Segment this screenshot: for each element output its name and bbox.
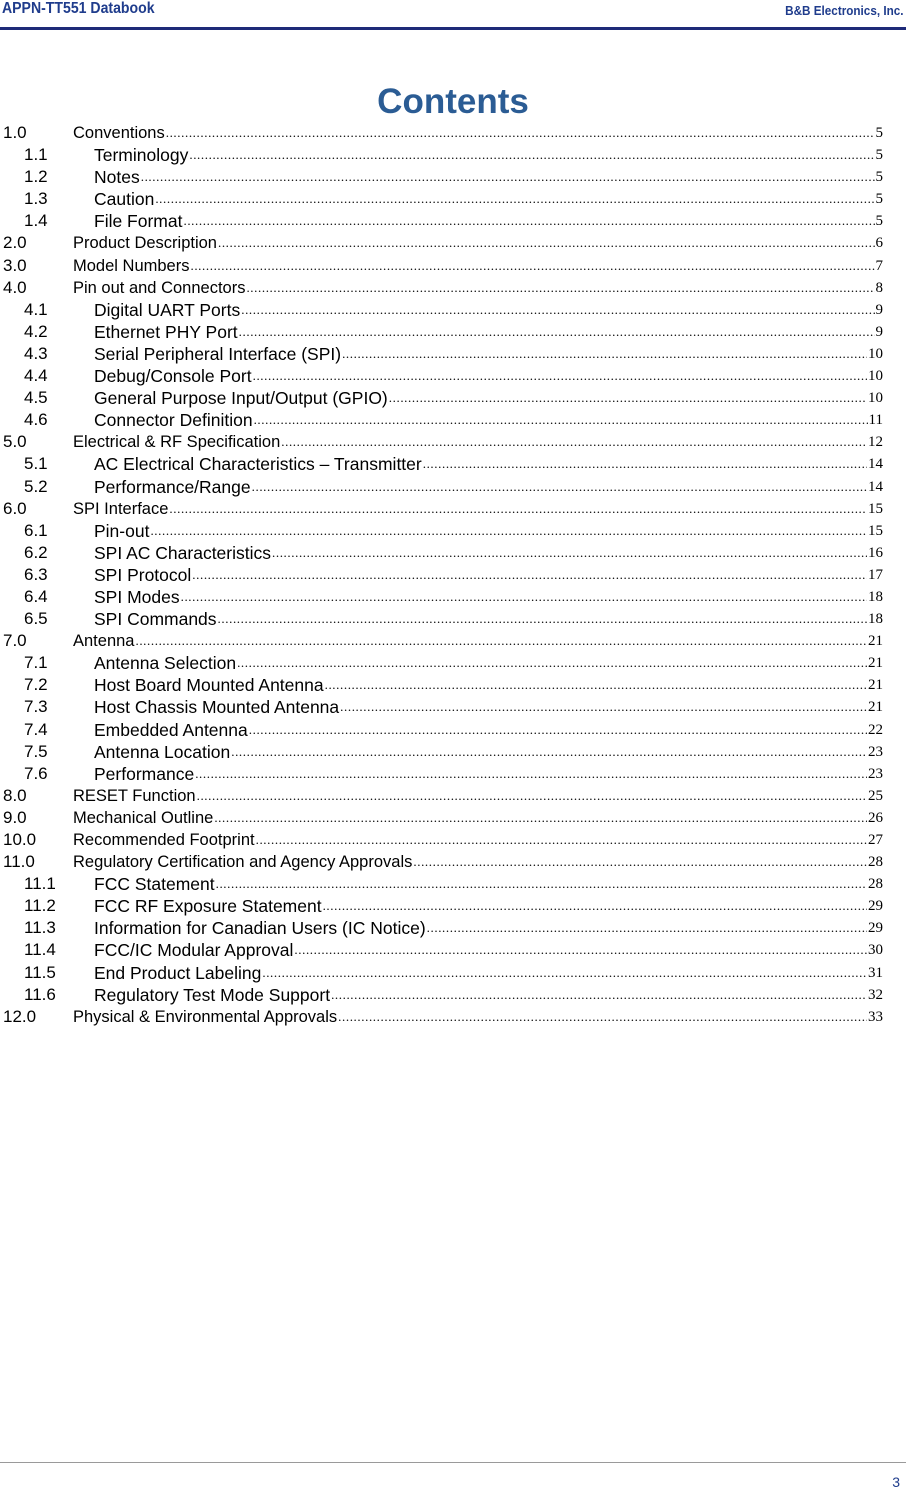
toc-entry-title[interactable]: Digital UART Ports bbox=[94, 299, 241, 320]
toc-entry-page[interactable]: 27 bbox=[868, 832, 883, 848]
toc-dot-leader bbox=[135, 630, 867, 652]
toc-entry-leader-line bbox=[73, 232, 883, 254]
toc-entry-page[interactable]: 11 bbox=[868, 412, 883, 429]
toc-entry-leader-line bbox=[94, 984, 883, 1006]
toc-entry[interactable] bbox=[3, 453, 883, 475]
toc-entry-page[interactable]: 21 bbox=[868, 655, 883, 672]
toc-dot-leader bbox=[253, 365, 867, 387]
toc-entry[interactable] bbox=[3, 409, 883, 431]
toc-dot-leader bbox=[262, 962, 867, 984]
toc-dot-leader bbox=[141, 166, 875, 188]
toc-entry-leader-line bbox=[73, 785, 883, 807]
toc-entry-page[interactable]: 23 bbox=[868, 765, 883, 782]
toc-entry-title[interactable]: Regulatory Certification and Agency Approvals bbox=[73, 853, 413, 872]
toc-entry-title[interactable]: Terminology bbox=[94, 145, 189, 166]
toc-dot-leader bbox=[413, 851, 867, 873]
toc-entry-leader-line bbox=[94, 387, 883, 409]
toc-entry-page[interactable]: 10 bbox=[868, 368, 883, 385]
toc-entry-title[interactable]: Caution bbox=[94, 189, 155, 210]
toc-entry-leader-line bbox=[94, 520, 883, 542]
toc-entry-title[interactable]: Host Board Mounted Antenna bbox=[94, 675, 324, 696]
toc-entry-page[interactable]: 29 bbox=[868, 898, 883, 915]
toc-entry-number: 11.1 bbox=[24, 874, 56, 894]
toc-entry-leader-line bbox=[73, 851, 883, 873]
toc-entry-number: 1.0 bbox=[3, 123, 27, 142]
toc-dot-leader bbox=[389, 387, 867, 409]
toc-entry-page[interactable]: 5 bbox=[875, 213, 883, 230]
toc-entry[interactable] bbox=[3, 122, 883, 144]
toc-dot-leader bbox=[218, 608, 867, 630]
toc-entry[interactable] bbox=[3, 763, 883, 785]
toc-entry[interactable] bbox=[3, 564, 883, 586]
toc-entry-title[interactable]: File Format bbox=[94, 211, 183, 232]
footer-rule bbox=[0, 1462, 906, 1463]
toc-entry-number: 2.0 bbox=[3, 233, 27, 253]
toc-entry-number: 4.6 bbox=[24, 410, 48, 430]
toc-dot-leader bbox=[216, 873, 867, 895]
toc-entry-title[interactable]: Mechanical Outline bbox=[73, 808, 214, 827]
toc-entry-number: 11.6 bbox=[24, 984, 56, 1004]
toc-entry-title[interactable]: Connector Definition bbox=[94, 410, 253, 431]
toc-entry-page[interactable]: 21 bbox=[868, 633, 883, 650]
toc-entry-page[interactable]: 23 bbox=[868, 743, 883, 760]
toc-entry-number: 4.0 bbox=[3, 277, 27, 297]
toc-entry-page[interactable]: 9 bbox=[875, 323, 883, 340]
toc-entry-page[interactable]: 26 bbox=[868, 809, 883, 826]
toc-entry-number: 1.4 bbox=[24, 211, 48, 231]
toc-entry-leader-line bbox=[94, 741, 883, 763]
toc-entry-leader-line bbox=[94, 608, 883, 630]
toc-entry[interactable] bbox=[3, 210, 883, 232]
toc-entry-leader-line bbox=[94, 299, 883, 321]
toc-dot-leader bbox=[150, 520, 867, 542]
toc-entry[interactable] bbox=[3, 917, 883, 939]
toc-entry-title[interactable]: Host Chassis Mounted Antenna bbox=[94, 697, 340, 718]
toc-entry[interactable] bbox=[3, 851, 883, 873]
toc-entry-leader-line bbox=[94, 652, 883, 674]
toc-entry[interactable] bbox=[3, 873, 883, 895]
toc-entry-title[interactable]: FCC RF Exposure Statement bbox=[94, 896, 322, 917]
toc-dot-leader bbox=[272, 542, 867, 564]
toc-entry[interactable] bbox=[3, 343, 883, 365]
toc-entry-page[interactable]: 6 bbox=[875, 235, 883, 252]
toc-entry[interactable] bbox=[3, 939, 883, 961]
toc-entry-number: 1.1 bbox=[24, 145, 48, 165]
toc-entry-number: 4.2 bbox=[24, 321, 48, 341]
toc-entry[interactable] bbox=[3, 476, 883, 498]
toc-entry-number: 7.1 bbox=[24, 653, 48, 673]
toc-dot-leader bbox=[241, 299, 874, 321]
toc-entry-number: 4.4 bbox=[24, 366, 48, 386]
toc-dot-leader bbox=[252, 476, 867, 498]
toc-entry-number: 6.3 bbox=[24, 564, 48, 584]
toc-dot-leader bbox=[155, 188, 874, 210]
toc-entry-leader-line bbox=[94, 895, 883, 917]
toc-entry-page[interactable]: 16 bbox=[868, 544, 883, 561]
toc-entry-leader-line bbox=[73, 431, 883, 453]
toc-entry-title[interactable]: Antenna Location bbox=[94, 741, 231, 762]
toc-entry[interactable] bbox=[3, 188, 883, 210]
toc-dot-leader bbox=[325, 674, 867, 696]
toc-entry-leader-line bbox=[94, 188, 883, 210]
toc-entry-number: 11.4 bbox=[24, 940, 56, 960]
toc-entry[interactable] bbox=[3, 277, 883, 299]
toc-entry[interactable] bbox=[3, 365, 883, 387]
toc-entry-number: 7.3 bbox=[24, 697, 48, 717]
toc-entry-leader-line bbox=[73, 498, 883, 520]
toc-entry-page[interactable]: 21 bbox=[868, 699, 883, 716]
toc-entry-leader-line bbox=[94, 939, 883, 961]
toc-entry-page[interactable]: 15 bbox=[868, 500, 883, 517]
toc-entry-title[interactable]: Pin out and Connectors bbox=[73, 278, 246, 297]
toc-entry-number: 7.2 bbox=[24, 675, 48, 695]
toc-entry-title[interactable]: Information for Canadian Users (IC Notice) bbox=[94, 918, 426, 939]
toc-entry-number: 11.5 bbox=[24, 962, 56, 982]
toc-dot-leader bbox=[249, 719, 867, 741]
toc-entry-title[interactable]: General Purpose Input/Output (GPIO) bbox=[94, 388, 388, 409]
toc-entry-title[interactable]: RESET Function bbox=[73, 786, 196, 805]
toc-entry-leader-line bbox=[94, 144, 883, 166]
toc-dot-leader bbox=[340, 696, 867, 718]
toc-entry-leader-line bbox=[73, 277, 883, 299]
toc-entry-leader-line bbox=[94, 696, 883, 718]
toc-entry-leader-line bbox=[73, 255, 883, 277]
toc-dot-leader bbox=[254, 409, 868, 431]
toc-entry-number: 6.1 bbox=[24, 520, 48, 540]
toc-entry[interactable] bbox=[3, 895, 883, 917]
toc-entry-number: 3.0 bbox=[3, 255, 27, 275]
toc-dot-leader bbox=[190, 255, 874, 277]
toc-entry-leader-line bbox=[94, 917, 883, 939]
toc-entry-leader-line bbox=[94, 586, 883, 608]
toc-entry-number: 5.2 bbox=[24, 476, 48, 496]
toc-entry[interactable] bbox=[3, 674, 883, 696]
toc-entry-page[interactable]: 18 bbox=[868, 611, 883, 628]
toc-dot-leader bbox=[181, 586, 867, 608]
toc-entry[interactable] bbox=[3, 299, 883, 321]
toc-entry-leader-line bbox=[94, 962, 883, 984]
toc-entry[interactable] bbox=[3, 984, 883, 1006]
toc-entry[interactable] bbox=[3, 232, 883, 254]
toc-entry-leader-line bbox=[94, 564, 883, 586]
table-of-contents bbox=[3, 122, 883, 1028]
toc-entry-title[interactable]: Antenna Selection bbox=[94, 653, 237, 674]
toc-entry-leader-line bbox=[94, 321, 883, 343]
toc-entry-number: 9.0 bbox=[3, 807, 27, 827]
doc-title: APPN-TT551 Databook bbox=[2, 0, 155, 17]
toc-entry-title[interactable]: Performance bbox=[94, 763, 195, 784]
toc-entry-leader-line bbox=[73, 807, 883, 829]
toc-dot-leader bbox=[169, 498, 867, 520]
toc-entry-number: 4.5 bbox=[24, 388, 48, 408]
toc-entry-number: 1.2 bbox=[24, 167, 48, 187]
toc-entry[interactable] bbox=[3, 630, 883, 652]
toc-entry-title[interactable]: SPI Protocol bbox=[94, 564, 192, 585]
toc-dot-leader bbox=[195, 763, 867, 785]
toc-entry[interactable] bbox=[3, 741, 883, 763]
toc-entry-title[interactable]: Conventions bbox=[73, 124, 165, 142]
toc-entry[interactable] bbox=[3, 962, 883, 984]
toc-dot-leader bbox=[239, 321, 875, 343]
toc-dot-leader bbox=[218, 232, 875, 254]
toc-entry-page[interactable]: 25 bbox=[868, 787, 883, 804]
toc-entry[interactable] bbox=[3, 807, 883, 829]
toc-entry-leader-line bbox=[73, 122, 883, 144]
toc-entry-number: 6.5 bbox=[24, 609, 48, 629]
toc-entry-page[interactable]: 5 bbox=[875, 125, 883, 141]
toc-entry-number: 8.0 bbox=[3, 785, 27, 805]
toc-entry-page[interactable]: 29 bbox=[868, 920, 883, 937]
toc-entry[interactable] bbox=[3, 387, 883, 409]
toc-dot-leader bbox=[166, 122, 875, 144]
toc-dot-leader bbox=[294, 939, 867, 961]
toc-entry-page[interactable]: 31 bbox=[868, 964, 883, 981]
toc-entry-title[interactable]: Model Numbers bbox=[73, 256, 190, 275]
toc-entry-number: 4.3 bbox=[24, 343, 48, 363]
toc-entry-leader-line bbox=[94, 365, 883, 387]
toc-dot-leader bbox=[331, 984, 867, 1006]
toc-entry-title[interactable]: Antenna bbox=[73, 632, 135, 651]
toc-entry-number: 5.0 bbox=[3, 432, 27, 452]
toc-entry-page[interactable]: 8 bbox=[875, 279, 883, 296]
toc-entry-number: 5.1 bbox=[24, 454, 48, 474]
toc-entry-page[interactable]: 5 bbox=[875, 169, 883, 186]
toc-entry-page[interactable]: 15 bbox=[868, 522, 883, 539]
toc-entry-title[interactable]: Electrical & RF Specification bbox=[73, 433, 281, 452]
toc-entry-number: 11.3 bbox=[24, 918, 56, 938]
toc-entry-page[interactable]: 30 bbox=[868, 942, 883, 959]
toc-dot-leader bbox=[281, 431, 867, 453]
toc-dot-leader bbox=[423, 453, 867, 475]
toc-entry-page[interactable]: 28 bbox=[868, 854, 883, 871]
toc-entry-page[interactable]: 28 bbox=[868, 876, 883, 893]
toc-entry-title[interactable]: Recommended Footprint bbox=[73, 831, 255, 849]
toc-entry-leader-line bbox=[94, 343, 883, 365]
toc-entry-leader-line bbox=[73, 630, 883, 652]
toc-dot-leader bbox=[192, 564, 867, 586]
toc-entry-leader-line bbox=[94, 453, 883, 475]
toc-entry-number: 7.0 bbox=[3, 631, 27, 651]
toc-entry-page[interactable]: 5 bbox=[875, 191, 883, 208]
toc-dot-leader bbox=[189, 144, 874, 166]
toc-dot-leader bbox=[427, 917, 867, 939]
toc-entry[interactable] bbox=[3, 498, 883, 520]
toc-entry-title[interactable]: FCC/IC Modular Approval bbox=[94, 940, 294, 961]
toc-entry-number: 11.2 bbox=[24, 896, 56, 916]
toc-entry-title[interactable]: End Product Labeling bbox=[94, 962, 262, 983]
toc-entry-page[interactable]: 9 bbox=[875, 301, 883, 318]
toc-dot-leader bbox=[323, 895, 867, 917]
toc-dot-leader bbox=[231, 741, 867, 763]
toc-dot-leader bbox=[183, 210, 874, 232]
toc-entry-leader-line bbox=[94, 873, 883, 895]
toc-entry[interactable] bbox=[3, 520, 883, 542]
toc-entry-title[interactable]: Physical & Environmental Approvals bbox=[73, 1007, 338, 1026]
toc-entry-leader-line bbox=[94, 409, 883, 431]
toc-entry-leader-line bbox=[94, 719, 883, 741]
toc-dot-leader bbox=[197, 785, 867, 807]
toc-entry-leader-line bbox=[73, 829, 883, 851]
toc-entry-number: 11.0 bbox=[3, 852, 35, 872]
toc-dot-leader bbox=[256, 829, 867, 851]
toc-entry-leader-line bbox=[94, 674, 883, 696]
toc-entry-title[interactable]: Ethernet PHY Port bbox=[94, 321, 238, 342]
header-rule bbox=[0, 27, 906, 30]
toc-entry[interactable] bbox=[3, 829, 883, 851]
toc-entry-title[interactable]: SPI Interface bbox=[73, 499, 169, 518]
toc-entry[interactable] bbox=[3, 321, 883, 343]
toc-entry-page[interactable]: 22 bbox=[868, 721, 883, 738]
toc-entry-leader-line bbox=[94, 476, 883, 498]
toc-entry-title[interactable]: SPI Commands bbox=[94, 609, 217, 630]
toc-entry[interactable] bbox=[3, 542, 883, 564]
toc-entry[interactable] bbox=[3, 1006, 883, 1028]
toc-entry[interactable] bbox=[3, 144, 883, 166]
toc-entry-title[interactable]: Performance/Range bbox=[94, 476, 251, 497]
toc-entry-page[interactable]: 33 bbox=[868, 1008, 883, 1025]
toc-entry-number: 7.5 bbox=[24, 741, 48, 761]
toc-entry-number: 6.4 bbox=[24, 586, 48, 606]
page-header bbox=[0, 0, 906, 32]
toc-entry-title[interactable]: Pin-out bbox=[94, 520, 150, 541]
toc-entry[interactable] bbox=[3, 652, 883, 674]
company-name: B&B Electronics, Inc. bbox=[784, 3, 903, 18]
toc-entry[interactable] bbox=[3, 608, 883, 630]
toc-entry-page[interactable]: 18 bbox=[868, 588, 883, 605]
toc-entry-page[interactable]: 21 bbox=[868, 677, 883, 694]
toc-entry-title[interactable]: Embedded Antenna bbox=[94, 719, 248, 740]
toc-dot-leader bbox=[246, 277, 874, 299]
toc-entry[interactable] bbox=[3, 166, 883, 188]
toc-entry-number: 1.3 bbox=[24, 189, 48, 209]
toc-dot-leader bbox=[338, 1006, 867, 1028]
toc-entry[interactable] bbox=[3, 255, 883, 277]
toc-entry-title[interactable]: Notes bbox=[94, 167, 140, 188]
toc-entry-page[interactable]: 32 bbox=[868, 986, 883, 1003]
toc-entry-page[interactable]: 10 bbox=[868, 345, 883, 362]
toc-entry-number: 6.0 bbox=[3, 498, 27, 518]
toc-entry[interactable] bbox=[3, 431, 883, 453]
toc-entry-leader-line bbox=[94, 166, 883, 188]
toc-entry-title[interactable]: Regulatory Test Mode Support bbox=[94, 984, 331, 1005]
toc-entry[interactable] bbox=[3, 719, 883, 741]
toc-entry-page[interactable]: 12 bbox=[868, 434, 883, 451]
toc-entry-title[interactable]: Debug/Console Port bbox=[94, 366, 252, 387]
toc-entry-number: 7.4 bbox=[24, 719, 48, 739]
toc-dot-leader bbox=[214, 807, 867, 829]
toc-dot-leader bbox=[342, 343, 867, 365]
toc-entry-page[interactable]: 10 bbox=[868, 390, 883, 407]
toc-entry-number: 4.1 bbox=[24, 299, 48, 319]
toc-dot-leader bbox=[237, 652, 867, 674]
toc-entry-leader-line bbox=[73, 1006, 883, 1028]
toc-entry-title[interactable]: Serial Peripheral Interface (SPI) bbox=[94, 343, 342, 364]
page-title: Contents bbox=[377, 82, 529, 121]
toc-entry-page[interactable]: 14 bbox=[868, 456, 883, 473]
toc-entry-title[interactable]: FCC Statement bbox=[94, 874, 215, 895]
toc-entry-title[interactable]: SPI Modes bbox=[94, 586, 180, 607]
toc-entry-leader-line bbox=[94, 210, 883, 232]
toc-entry-number: 7.6 bbox=[24, 763, 48, 783]
toc-entry-leader-line bbox=[94, 542, 883, 564]
toc-entry-page[interactable]: 7 bbox=[875, 257, 883, 274]
toc-entry-number: 12.0 bbox=[3, 1006, 37, 1026]
toc-entry[interactable] bbox=[3, 785, 883, 807]
toc-entry-number: 6.2 bbox=[24, 542, 48, 562]
toc-entry-page[interactable]: 14 bbox=[868, 478, 883, 495]
toc-entry-page[interactable]: 17 bbox=[868, 566, 883, 583]
page-number: 3 bbox=[892, 1474, 900, 1490]
toc-entry-title[interactable]: Product Description bbox=[73, 234, 217, 253]
toc-entry-leader-line bbox=[94, 763, 883, 785]
toc-entry-title[interactable]: SPI AC Characteristics bbox=[94, 542, 271, 563]
toc-entry[interactable] bbox=[3, 696, 883, 718]
toc-entry[interactable] bbox=[3, 586, 883, 608]
toc-entry-title[interactable]: AC Electrical Characteristics – Transmitter bbox=[94, 454, 422, 475]
toc-entry-number: 10.0 bbox=[3, 830, 37, 849]
toc-entry-page[interactable]: 5 bbox=[875, 147, 883, 164]
